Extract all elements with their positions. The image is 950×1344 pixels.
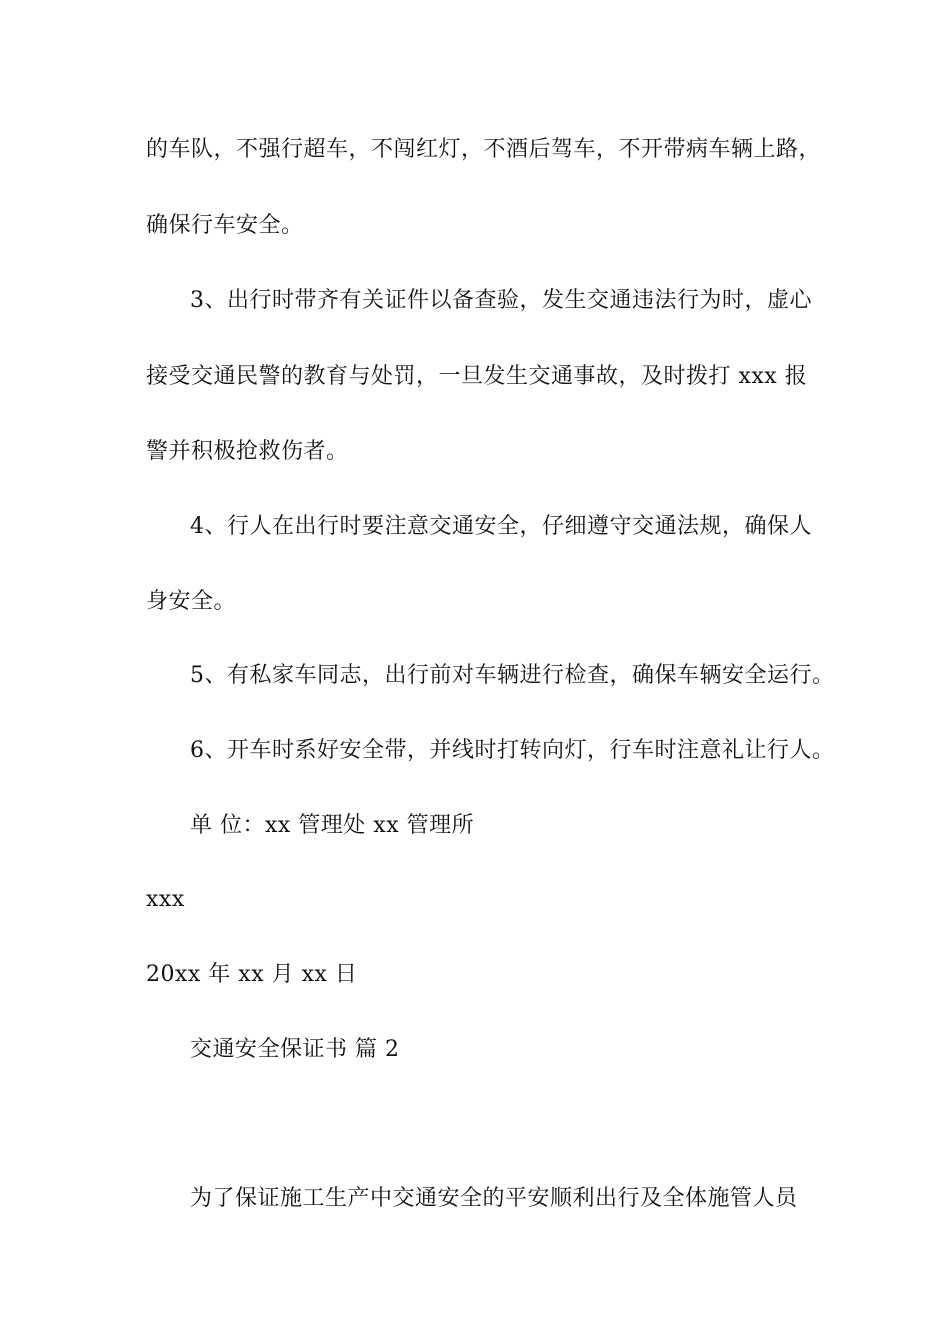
text-line: 确保行车安全。	[146, 213, 304, 238]
paragraph-item-4: 4、行人在出行时要注意交通安全，仔细遵守交通法规，确保人	[190, 514, 812, 539]
text-line: 接受交通民警的教育与处罚，一旦发生交通事故，及时拨打 xxx 报	[146, 364, 808, 389]
section-heading: 交通安全保证书 篇 2	[190, 1037, 400, 1062]
paragraph-item-5: 5、有私家车同志，出行前对车辆进行检查，确保车辆安全运行。	[190, 663, 835, 688]
organization-line: 单 位：xx 管理处 xx 管理所	[190, 813, 475, 838]
text-line: 的车队，不强行超车，不闯红灯，不酒后驾车，不开带病车辆上路，	[146, 137, 822, 162]
text-line: 警并积极抢救伤者。	[146, 439, 349, 464]
paragraph-item-6: 6、开车时系好安全带，并线时打转向灯，行车时注意礼让行人。	[190, 738, 835, 763]
text-line: 身安全。	[146, 589, 237, 614]
document-date: 20xx 年 xx 月 xx 日	[146, 962, 358, 987]
paragraph-item-3: 3、出行时带齐有关证件以备查验，发生交通违法行为时，虚心	[190, 288, 812, 313]
text-line: 为了保证施工生产中交通安全的平安顺利出行及全体施管人员	[190, 1186, 798, 1211]
signatory-name: xxx	[146, 887, 185, 912]
